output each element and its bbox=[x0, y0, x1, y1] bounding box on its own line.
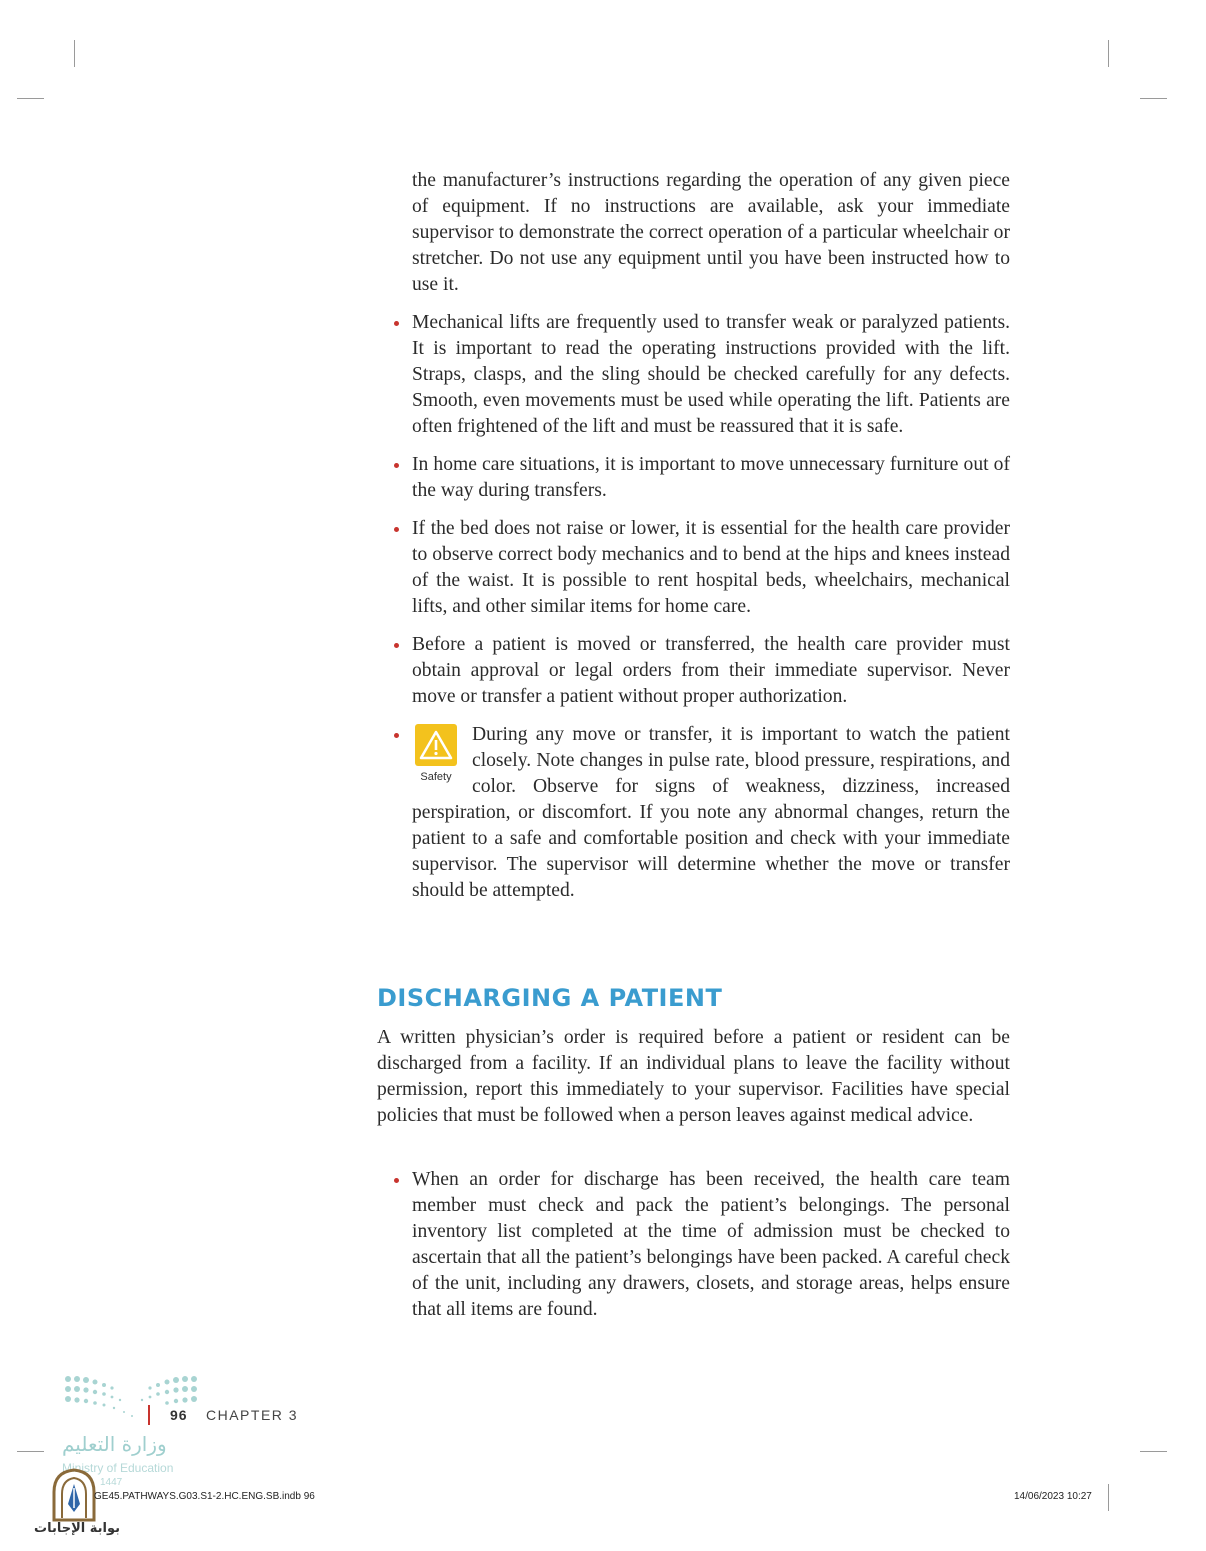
footer-divider bbox=[148, 1405, 150, 1425]
site-logo-icon bbox=[50, 1468, 98, 1522]
continuation-paragraph: the manufacturer’s instructions regarding the operation of any given piece of equipment. If no instructions are available, ask your immediate supervisor to demonstrate the correct operation of a particular wheelchair or stretcher. Do not use any equipment until you have been instructed how to use it. bbox=[412, 170, 1010, 295]
ministry-name-arabic: وزارة التعليم bbox=[62, 1432, 167, 1456]
warning-triangle-icon bbox=[415, 724, 457, 766]
list-item: Before a patient is moved or transferred, the health care provider must obtain approval or legal orders from their immediate supervisor. Never move or transfer a patient without proper authorization. bbox=[392, 632, 1010, 710]
crop-mark bbox=[17, 1451, 44, 1452]
section-intro-paragraph: A written physician’s order is required before a patient or resident can be discharged from a facility. If an individual plans to leave the facility without permission, report this immediately to your supervisor. Facilities have special policies that must be followed when a person leaves against medical advice. bbox=[377, 1027, 1010, 1126]
crop-mark bbox=[1108, 40, 1109, 67]
crop-mark bbox=[74, 40, 75, 67]
page-number: 96 bbox=[170, 1407, 188, 1423]
crop-mark bbox=[1108, 1484, 1109, 1511]
ministry-name-english: Ministry of Education bbox=[62, 1461, 174, 1475]
print-slug-date: 14/06/2023 10:27 bbox=[1014, 1491, 1092, 1502]
safety-label: Safety bbox=[420, 771, 452, 783]
section-heading: DISCHARGING A PATIENT bbox=[377, 984, 723, 1012]
list-item: Mechanical lifts are frequently used to transfer weak or paralyzed patients. It is important to read the operating instructions provided with the lift. Straps, clasps, and the sling should be checked carefully for any defects. Smooth, even movements must be used while operating the lift. Patients are often frightened of the lift and must be reassured that it is safe. bbox=[392, 310, 1010, 440]
safety-list-item bbox=[392, 722, 1010, 904]
discharge-list bbox=[392, 1167, 1010, 1335]
crop-mark bbox=[17, 98, 44, 99]
crop-mark bbox=[1140, 1451, 1167, 1452]
safety-text: During any move or transfer, it is important to watch the patient closely. Note changes in pulse rate, blood pressure, respirations, and color. Observe for signs of weakness, dizziness, increased perspiration, or discomfort. If you note any abnormal changes, return the patient to a safe and comfortable position and check with your immediate supervisor. The supervisor will determine whether the move or transfer should be attempted. bbox=[412, 724, 1010, 901]
ministry-year: 1447 bbox=[100, 1477, 123, 1488]
list-item: If the bed does not raise or lower, it is essential for the health care provider to observe correct body mechanics and to bend at the hips and knees instead of the waist. It is possible to rent hospital beds, wheelchairs, mechanical lifts, and other similar items for home care. bbox=[392, 516, 1010, 620]
chapter-label: CHAPTER 3 bbox=[206, 1407, 299, 1423]
crop-mark bbox=[1140, 98, 1167, 99]
safety-badge bbox=[412, 724, 460, 784]
precautions-list bbox=[392, 310, 1010, 916]
list-item: When an order for discharge has been received, the health care team member must check and pack the patient’s belongings. The personal inventory list completed at the time of admission must be checked to ascertain that all the patient’s belongings have been packed. A careful check of the unit, including any drawers, closets, and storage areas, helps ensure that all items are found. bbox=[392, 1167, 1010, 1323]
list-item: In home care situations, it is important to move unnecessary furniture out of the way during transfers. bbox=[392, 452, 1010, 504]
site-name: بوابة الإجابات bbox=[34, 1521, 120, 1536]
print-slug-file: GE45.PATHWAYS.G03.S1-2.HC.ENG.SB.indb 96 bbox=[94, 1491, 315, 1502]
